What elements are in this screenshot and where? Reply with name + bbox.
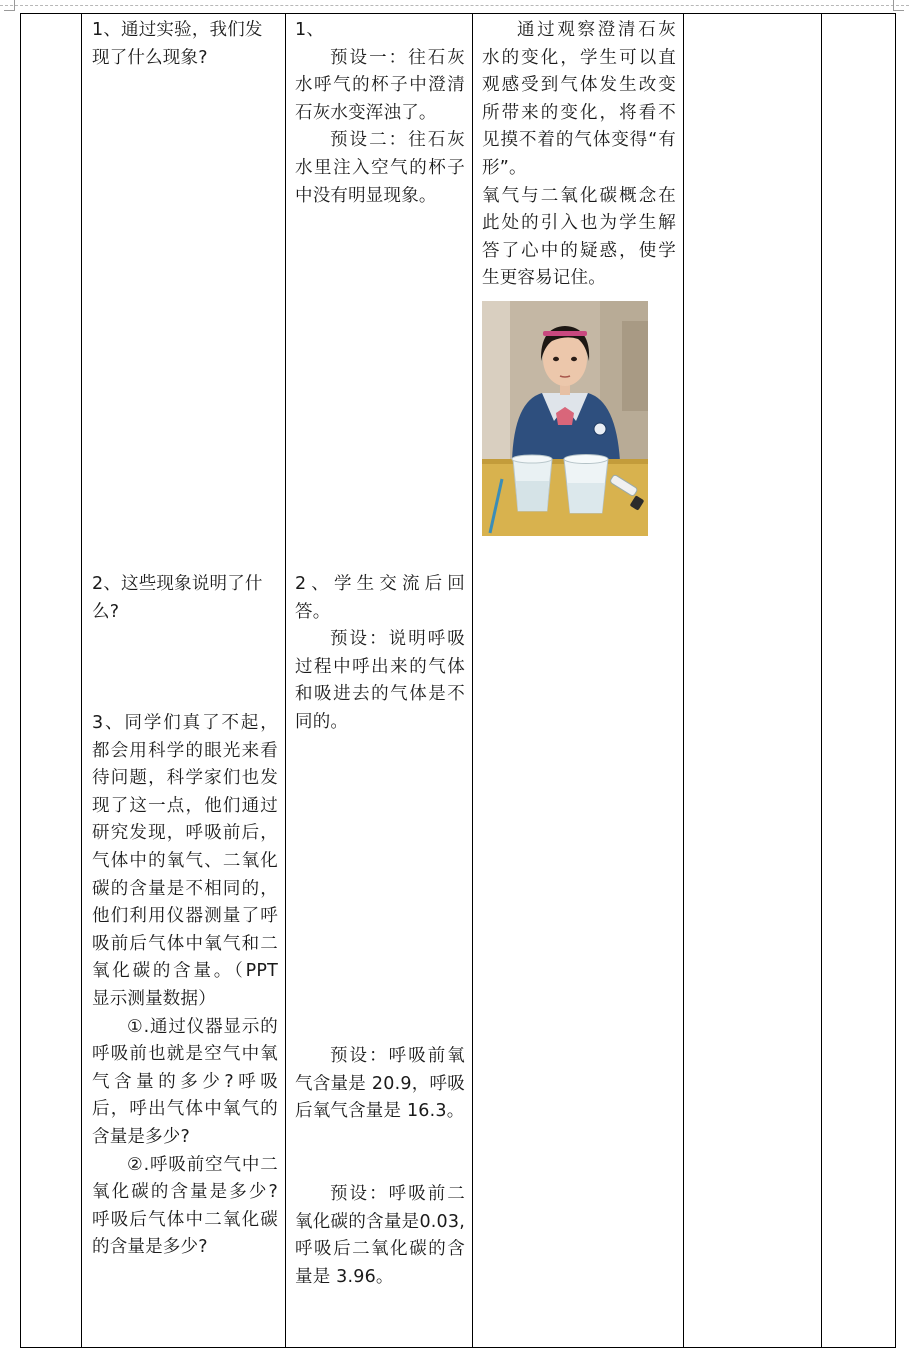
column-divider [472, 14, 473, 1347]
column-divider [821, 14, 822, 1347]
page-top-border [0, 5, 909, 6]
teacher-question-3a: ①.通过仪器显示的呼吸前也就是空气中氧气含量的多少?呼吸后，呼出气体中氧气的含量是多少? [92, 1016, 278, 1147]
student-answer-oxygen: 预设：呼吸前氧气含量是 20.9，呼吸后氧气含量是 16.3。 [295, 1046, 465, 1122]
answer-2-heading: 2、学生交流后回答。 [295, 574, 465, 622]
student-answer-co2: 预设：呼吸前二氧化碳的含量是0.03,呼吸后二氧化碳的含量是 3.96。 [295, 1184, 465, 1287]
lesson-table [20, 13, 896, 1348]
presumption-one: 预设一：往石灰水呼气的杯子中澄清石灰水变浑浊了。 [295, 47, 465, 123]
teacher-question-3b: ②.呼吸前空气中二氧化碳的含量是多少?呼吸后气体中二氧化碳的含量是多少? [92, 1154, 278, 1258]
student-answer-1: 1、 预设一：往石灰水呼气的杯子中澄清石灰水变浑浊了。 预设二：往石灰水里注入空气的杯子中没有明显现象。 [295, 17, 465, 210]
photo-illustration [482, 301, 648, 536]
teacher-question-1: 1、通过实验，我们发现了什么现象? [92, 20, 263, 68]
column-divider [683, 14, 684, 1347]
design-intent-para-1: 通过观察澄清石灰水的变化，学生可以直观感受到气体发生改变所带来的变化，将看不见摸不着的气体变得“有形”。 [482, 20, 676, 178]
column-divider [285, 14, 286, 1347]
student-answer-2 [295, 571, 465, 737]
design-intent [482, 17, 676, 293]
design-intent-para-2: 氧气与二氧化碳概念在此处的引入也为学生解答了心中的疑惑，使学生更容易记住。 [482, 185, 676, 289]
page-corner-mark-right [893, 0, 904, 11]
answer-2-body: 预设：说明呼吸过程中呼出来的气体和吸进去的气体是不同的。 [295, 629, 465, 732]
page-corner-mark-left [4, 0, 15, 11]
teacher-question-2: 2、这些现象说明了什么? [92, 574, 263, 622]
teacher-question-3: 3、同学们真了不起，都会用科学的眼光来看待问题，科学家们也发现了这一点，他们通过研究发现，呼吸前后，气体中的氧气、二氧化碳的含量是不相同的，他们利用仪器测量了呼吸前后气体中氧气和二氧化碳的含量。（PPT 显示测量数据） ①.通过仪器显示的呼吸前也就是空气中氧气含量的多少?呼吸后，呼出气体中氧气的含量是多少? ②.呼吸前空气中二氧化碳的含量是多少?呼吸后气体中二氧化碳的含量是多少? [92, 710, 278, 1262]
column-divider [81, 14, 82, 1347]
presumption-two: 预设二：往石灰水里注入空气的杯子中没有明显现象。 [295, 130, 465, 206]
student-with-cups-photo [482, 301, 648, 536]
